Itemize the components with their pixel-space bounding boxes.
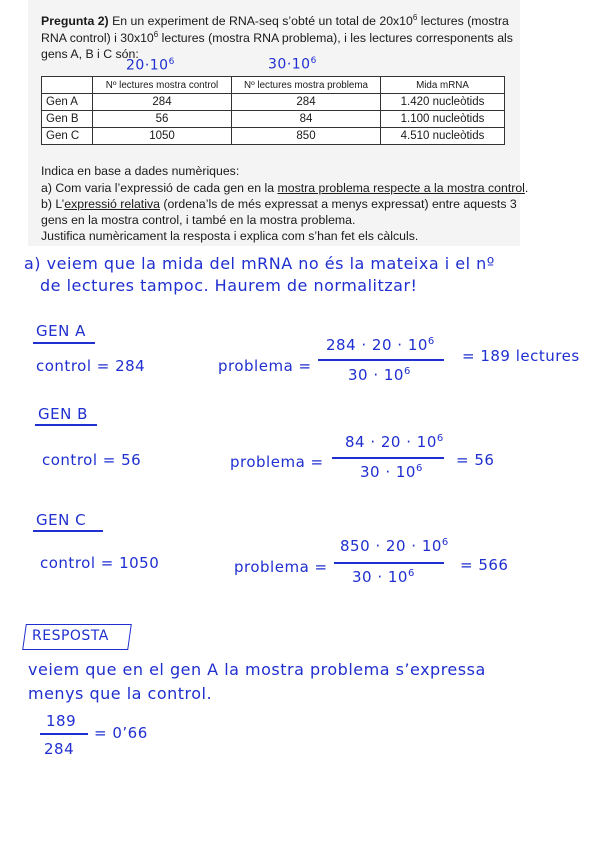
table-header: Nº lectures mostra problema — [232, 77, 381, 94]
table-header: Nº lectures mostra control — [93, 77, 232, 94]
table-cell: 284 — [93, 94, 232, 111]
table-header-row — [42, 77, 505, 94]
gen-c-problema-label: problema = — [234, 558, 328, 576]
gen-c-control: control = 1050 — [40, 554, 160, 572]
annotation-problema-reads: $30\cdot 10^6$ — [268, 56, 317, 73]
table-cell: 284 — [232, 94, 381, 111]
answer-line-1: veiem que en el gen A la mostra problema s’expressa — [28, 660, 486, 679]
answer-line-2: menys que la control. — [28, 684, 213, 703]
table-cell: 56 — [93, 111, 232, 128]
question-label: Pregunta 2) — [41, 14, 109, 29]
fraction-numerator: 189 — [46, 712, 77, 730]
table-cell: Gen A — [42, 94, 93, 111]
table-header: Mida mRNA — [381, 77, 505, 94]
gen-a-numerator: $284 \cdot 20 \cdot 10^6$ — [326, 336, 435, 354]
gen-a-title: GEN A — [36, 322, 86, 340]
gen-c-underline — [33, 530, 103, 532]
gen-a-control: control = 284 — [36, 357, 146, 375]
gen-a-fraction-bar — [318, 359, 444, 361]
table-row — [42, 128, 505, 145]
table-cell: Gen B — [42, 111, 93, 128]
gen-b-underline — [35, 424, 97, 426]
table-cell: 1050 — [93, 128, 232, 145]
gen-b-result: = 56 — [456, 451, 495, 469]
instruction-a: a) Com varia l’expressió de cada gen en la mostra problema respecte a la mostra control. — [41, 181, 529, 195]
table-cell: 1.100 nucleòtids — [381, 111, 505, 128]
table-cell: 4.510 nucleòtids — [381, 128, 505, 145]
gen-a-problema-label: problema = — [218, 357, 312, 375]
annotation-control-reads: $20\cdot 10^6$ — [126, 57, 175, 74]
table-header — [42, 77, 93, 94]
table-row — [42, 94, 505, 111]
table-cell: 84 — [232, 111, 381, 128]
gen-c-denominator: $30 \cdot 10^6$ — [352, 568, 415, 586]
table-cell: 850 — [232, 128, 381, 145]
gen-b-problema-label: problema = — [230, 453, 324, 471]
question-line-2: RNA control) i $30x10^6$ lectures (mostra RNA problema), i les lectures corresponents als — [41, 30, 513, 46]
gen-c-result: = 566 — [460, 556, 509, 574]
gen-a-denominator: $30 \cdot 10^6$ — [348, 366, 411, 384]
gen-b-title: GEN B — [38, 405, 88, 423]
question-line-3: gens A, B i C són: — [41, 47, 139, 61]
instruction-justify: Justifica numèricament la resposta i explica com s’han fet els càlculs. — [41, 229, 419, 243]
fraction-bar — [40, 733, 88, 735]
fraction-result: = 0’66 — [94, 724, 148, 742]
question-line-1: Pregunta 2) En un experiment de RNA-seq s’obté un total de $20x10^6$ lectures (mostra — [41, 13, 509, 29]
fraction-denominator: 284 — [44, 740, 75, 758]
table-row — [42, 111, 505, 128]
note-line-2: de lectures tampoc. Haurem de normalitzar! — [40, 276, 418, 295]
note-line-1: a) veiem que la mida del mRNA no és la mateixa i el nº — [24, 254, 495, 273]
instructions-intro: Indica en base a dades numèriques: — [41, 164, 240, 178]
gen-c-numerator: $850 \cdot 20 \cdot 10^6$ — [340, 537, 449, 555]
gen-b-fraction-bar — [332, 457, 444, 459]
instruction-b-line-2: gens en la mostra control, i també en la mostra problema. — [41, 213, 356, 227]
gen-a-underline — [33, 342, 95, 344]
gen-b-numerator: $84 \cdot 20 \cdot 10^6$ — [345, 433, 444, 451]
instruction-b-line-1: b) L’expressió relativa (ordena’ls de més expressat a menys expressat) entre aquests 3 — [41, 197, 517, 211]
gen-c-title: GEN C — [36, 511, 87, 529]
table-cell: Gen C — [42, 128, 93, 145]
gen-b-control: control = 56 — [42, 451, 142, 469]
reads-table — [41, 76, 505, 145]
gen-a-result: = 189 lectures — [462, 347, 580, 365]
gen-c-fraction-bar — [334, 562, 444, 564]
resposta-label: RESPOSTA — [32, 628, 109, 644]
table-cell: 1.420 nucleòtids — [381, 94, 505, 111]
gen-b-denominator: $30 \cdot 10^6$ — [360, 463, 423, 481]
